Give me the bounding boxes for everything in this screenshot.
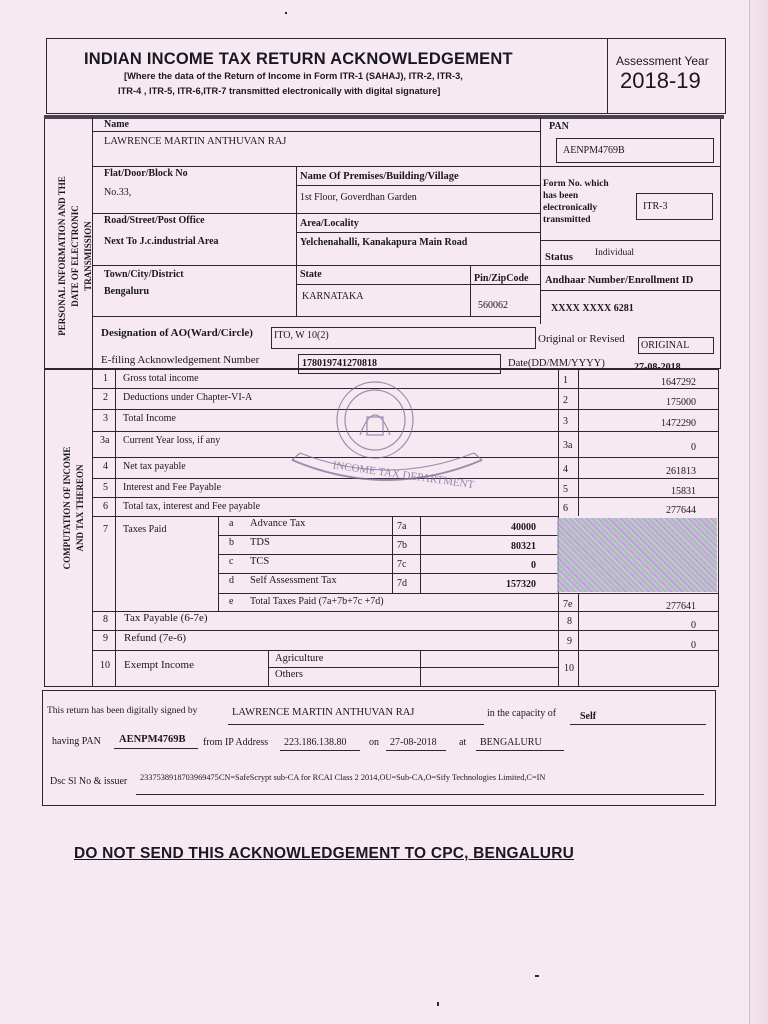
header-subtitle-1: [Where the data of the Return of Income in Form ITR-1 (SAHAJ), ITR-2, ITR-3, [124, 71, 463, 81]
name-label: Name [104, 119, 129, 130]
state-label: State [300, 269, 322, 280]
row-ref: 3 [563, 416, 568, 427]
capacity-value: Self [580, 711, 597, 722]
row7-no: 7 [103, 524, 108, 535]
ip-label: from IP Address [203, 737, 269, 748]
rule-7e [218, 593, 719, 594]
rule-7-letter [218, 516, 219, 611]
row9-ref: 9 [567, 636, 572, 647]
tax-letter: d [229, 575, 234, 586]
tax-ref: 7d [397, 578, 407, 589]
ip-value: 223.186.138.80 [284, 737, 347, 748]
rule-pin-split [470, 265, 471, 316]
orig-label: Original or Revised [538, 333, 625, 345]
row-value: 175000 [666, 397, 696, 408]
row-ref: 6 [563, 503, 568, 514]
rule-row10-sub [268, 650, 269, 687]
flat-value: No.33, [104, 187, 132, 198]
form-value: ITR-3 [643, 201, 668, 212]
road-value: Next To J.c.industrial Area [104, 236, 219, 247]
rule-row10-val [420, 650, 421, 687]
row-ref: 5 [563, 484, 568, 495]
tax-value: 157320 [506, 579, 536, 590]
row10-sub2: Others [275, 669, 303, 680]
row-value: 15831 [671, 486, 696, 497]
rule-row10-mid [268, 667, 558, 668]
rule-flat [92, 166, 721, 167]
on-label: on [369, 737, 379, 748]
rule-premises [296, 185, 540, 186]
aadhaar-value: XXXX XXXX 6281 [551, 303, 634, 314]
paper-edge [749, 0, 768, 1024]
at-underline [476, 750, 564, 751]
ip-underline [280, 750, 360, 751]
tax-value: 80321 [511, 541, 536, 552]
form-label: Form No. which has been electronically transmitted [543, 179, 609, 225]
seal-text: INCOME TAX DEPARTMENT [331, 459, 475, 492]
personal-section-label: PERSONAL INFORMATION AND THE DATE OF ELECTRONIC TRANSMISSION [57, 176, 93, 336]
signed-by-label: This return has been digitally signed by [47, 706, 198, 716]
tax-letter: b [229, 537, 234, 548]
rule-aadhaar [540, 290, 721, 291]
row9-label: Refund (7e-6) [124, 632, 187, 644]
ao-label: Designation of AO(Ward/Circle) [101, 327, 253, 339]
rule-status [540, 240, 721, 241]
comp-val-divider [578, 369, 579, 516]
signed-by-value: LAWRENCE MARTIN ANTHUVAN RAJ [232, 707, 415, 718]
row-value: 261813 [666, 466, 696, 477]
row-value: 277644 [666, 505, 696, 516]
row-number: 3a [100, 435, 110, 446]
pan-sig-underline [114, 748, 198, 749]
rule-row9 [92, 630, 719, 631]
tax-ref: 7a [397, 521, 407, 532]
comp-left-divider [92, 369, 93, 687]
header-subtitle-2: ITR-4 , ITR-5, ITR-6,ITR-7 transmitted electronically with digital signature] [118, 86, 441, 96]
pin-value: 560062 [478, 300, 508, 311]
row-label: Deductions under Chapter-VI-A [123, 392, 253, 403]
row-number: 2 [103, 392, 108, 403]
tax-label: Self Assessment Tax [250, 575, 337, 586]
rule-row10 [92, 650, 719, 651]
at-label: at [459, 737, 467, 748]
row-number: 5 [103, 482, 108, 493]
tax-letter: c [229, 556, 234, 567]
rule-road [92, 213, 540, 214]
row9-no: 9 [103, 633, 108, 644]
premises-value: 1st Floor, Goverdhan Garden [300, 192, 417, 203]
scan-noise-patch [557, 518, 717, 592]
rule-town [92, 265, 721, 266]
capacity-underline [570, 724, 706, 725]
header-divider [607, 38, 608, 114]
status-label: Status [545, 252, 574, 263]
tax-label: TCS [250, 556, 270, 567]
tax-ref: 7c [397, 559, 407, 570]
rule-aadhaar-split [540, 248, 541, 324]
date-label: Date(DD/MM/YYYY) [508, 358, 605, 369]
row-value: 1647292 [661, 377, 696, 388]
rule-state [296, 284, 540, 285]
row-label: Total tax, interest and Fee payable [123, 501, 261, 512]
rule-premises-split [296, 166, 297, 316]
ao-value: ITO, W 10(2) [274, 330, 329, 341]
comp-val-divider-2 [578, 593, 579, 687]
tax-value: 40000 [511, 522, 536, 533]
on-underline [386, 750, 446, 751]
row-label: Net tax payable [123, 461, 186, 472]
premises-label: Name Of Premises/Building/Village [300, 171, 459, 182]
signed-by-underline [228, 724, 484, 725]
state-value: KARNATAKA [302, 291, 364, 302]
rule-area [296, 232, 540, 233]
do-not-send-notice: DO NOT SEND THIS ACKNOWLEDGEMENT TO CPC, BENGALURU [74, 845, 574, 862]
pan-sig-value: AENPM4769B [119, 734, 186, 745]
row8-no: 8 [103, 614, 108, 625]
pan-label: PAN [549, 121, 569, 132]
row-value: 1472290 [661, 418, 696, 429]
aadhaar-label: Andhaar Number/Enrollment ID [545, 275, 694, 286]
income-tax-seal [282, 375, 492, 505]
status-value: Individual [595, 248, 635, 258]
row-label: Gross total income [123, 373, 199, 384]
row-label: Total Income [123, 413, 176, 424]
rule-row7 [92, 516, 558, 517]
thick-top-rule [44, 115, 724, 119]
on-value: 27-08-2018 [390, 737, 437, 748]
orig-value: ORIGINAL [641, 340, 690, 351]
rule-pan-split [540, 117, 541, 248]
row-ref: 3a [563, 440, 573, 451]
tax-letter: a [229, 518, 234, 529]
area-label: Area/Locality [300, 218, 359, 229]
tax-row-rule [218, 554, 558, 555]
row-label: Current Year loss, if any [123, 435, 221, 446]
comp-num-divider [115, 369, 116, 687]
capacity-label: in the capacity of [487, 708, 557, 719]
scan-speck [285, 12, 287, 14]
pin-label: Pin/ZipCode [474, 273, 529, 284]
efile-label: E-filing Acknowledgement Number [101, 354, 260, 366]
tax-row-rule [218, 535, 558, 536]
dsc-label: Dsc Sl No & issuer [50, 776, 128, 787]
row-number: 6 [103, 501, 108, 512]
row-value: 0 [691, 442, 696, 453]
tax-label: Advance Tax [250, 518, 306, 529]
row8-ref: 8 [567, 616, 572, 627]
row7-label: Taxes Paid [123, 524, 167, 535]
row10-no: 10 [100, 660, 110, 671]
flat-label: Flat/Door/Block No [104, 168, 188, 179]
pan-sig-label: having PAN [52, 736, 101, 747]
row7e-label: Total Taxes Paid (7a+7b+7c +7d) [250, 596, 384, 607]
row-ref: 1 [563, 375, 568, 386]
computation-section-label: COMPUTATION OF INCOME AND TAX THEREON [62, 446, 85, 570]
row7e-ref: 7e [563, 599, 573, 610]
row-ref: 4 [563, 464, 568, 475]
pan-value: AENPM4769B [563, 145, 625, 156]
dsc-underline [136, 794, 704, 795]
efile-value: 178019741270818 [302, 358, 377, 369]
name-value: LAWRENCE MARTIN ANTHUVAN RAJ [104, 136, 287, 147]
area-value: Yelchenahalli, Kanakapura Main Road [300, 237, 468, 248]
page-title: INDIAN INCOME TAX RETURN ACKNOWLEDGEMENT [84, 50, 513, 68]
rule-ao [92, 316, 540, 317]
row-number: 1 [103, 373, 108, 384]
row-number: 4 [103, 461, 108, 472]
row10-ref: 10 [564, 663, 574, 674]
row7e-value: 277641 [666, 601, 696, 612]
tax-ref: 7b [397, 540, 407, 551]
tax-value: 0 [531, 560, 536, 571]
scan-speck [535, 975, 539, 977]
tax-row-rule [218, 573, 558, 574]
row-rule [92, 369, 719, 370]
road-label: Road/Street/Post Office [104, 215, 205, 226]
rule-name [92, 131, 540, 132]
row8-value: 0 [691, 620, 696, 631]
at-value: BENGALURU [480, 737, 542, 748]
row9-value: 0 [691, 640, 696, 651]
row-number: 3 [103, 413, 108, 424]
scan-speck [437, 1002, 439, 1006]
row10-sub1: Agriculture [275, 653, 324, 664]
row-ref: 2 [563, 395, 568, 406]
row-label: Interest and Fee Payable [123, 482, 222, 493]
town-value: Bengaluru [104, 286, 150, 297]
tax-label: TDS [250, 537, 270, 548]
dsc-value: 2337538918703969475CN=SafeScrypt sub-CA for RCAI Class 2 2014,OU=Sub-CA,O=Sify Technologies Limited,C=IN [140, 773, 546, 782]
date-value: 27-08-2018 [634, 362, 681, 373]
assessment-year-label: Assessment Year [616, 54, 709, 68]
row7e-letter: e [229, 596, 234, 607]
assessment-year-value: 2018-19 [620, 68, 701, 93]
row8-label: Tax Payable (6-7e) [124, 612, 208, 624]
town-label: Town/City/District [104, 269, 184, 280]
row10-label: Exempt Income [124, 659, 194, 671]
